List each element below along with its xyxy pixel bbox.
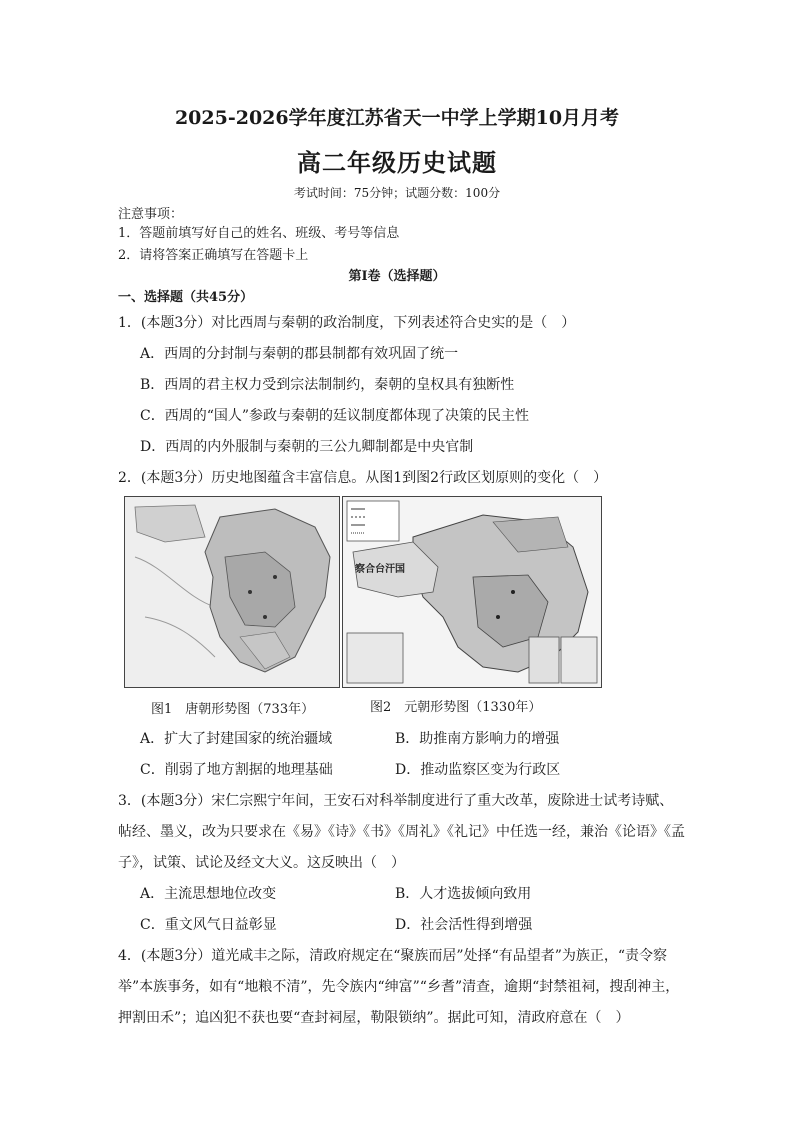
q2-stem: 2．(本题3分）历史地图蕴含丰富信息。从图1到图2行政区划原则的变化（ ） — [118, 470, 608, 486]
q2-option-c: C．削弱了地方割据的地理基础 — [140, 762, 333, 778]
q1-option-d: D．西周的内外服制与秦朝的三公九卿制都是中央官制 — [140, 439, 474, 455]
fig1-caption: 图1 唐朝形势图（733年） — [151, 702, 315, 717]
tang-dynasty-map — [124, 496, 340, 688]
q3-line-2: 帖经、墨义，改为只要求在《易》《诗》《书》《周礼》《礼记》中任选一经，兼治《论语》《孟 — [118, 824, 685, 840]
q3-option-c: C．重文风气日益彰显 — [140, 917, 277, 933]
q1-stem: 1．(本题3分）对比西周与秦朝的政治制度，下列表述符合史实的是（ ） — [118, 315, 576, 331]
q4-line-3: 押割田禾”；追凶犯不获也要“查封祠屋，勒限锁纳”。据此可知，清政府意在（ ） — [118, 1010, 630, 1026]
q1-option-b: B．西周的君主权力受到宗法制制约，秦朝的皇权具有独断性 — [140, 377, 515, 393]
q2-option-a: A．扩大了封建国家的统治疆域 — [140, 731, 333, 747]
q4-line-1: 4．(本题3分）道光咸丰之际，清政府规定在“聚族而居”处择“有品望者”为族正，“责令察 — [118, 948, 668, 964]
notes-item-1: 1．答题前填写好自己的姓名、班级、考号等信息 — [118, 226, 400, 241]
q3-option-d: D．社会活性得到增强 — [395, 917, 533, 933]
q2-option-d: D．推动监察区变为行政区 — [395, 762, 561, 778]
q4-line-2: 举”本族事务，如有“地粮不清”，先令族内“绅富”“乡耆”清查，逾期“封禁祖祠，搜刮神主， — [118, 979, 680, 995]
q1-option-c: C．西周的“国人”参政与秦朝的廷议制度都体现了决策的民主性 — [140, 408, 530, 424]
subject-title: 高二年级历史试题 — [297, 148, 497, 177]
q3-line-3: 子》，试策、试论及经文大义。这反映出（ ） — [118, 855, 405, 871]
yuan-dynasty-map — [342, 496, 602, 688]
q3-option-b: B．人才选拔倾向致用 — [395, 886, 532, 902]
q3-option-a: A．主流思想地位改变 — [140, 886, 277, 902]
q2-option-b: B．助推南方影响力的增强 — [395, 731, 560, 747]
q1-option-a: A．西周的分封制与秦朝的郡县制都有效巩固了统一 — [140, 346, 459, 362]
q3-line-1: 3．(本题3分）宋仁宗熙宁年间，王安石对科举制度进行了重大改革，废除进士试考诗赋、 — [118, 793, 674, 809]
map-region-label: 察合台汗国 — [355, 564, 405, 575]
fig2-caption: 图2 元朝形势图（1330年） — [370, 700, 542, 715]
exam-info: 考试时间：75分钟；试题分数：100分 — [293, 186, 501, 200]
volume-title: 第Ⅰ卷（选择题） — [348, 269, 446, 284]
notes-item-2: 2．请将答案正确填写在答题卡上 — [118, 248, 309, 263]
section-title: 一、选择题（共45分） — [118, 290, 254, 305]
exam-title: 2025-2026学年度江苏省天一中学上学期10月月考 — [174, 107, 620, 129]
notes-heading: 注意事项： — [118, 207, 184, 222]
